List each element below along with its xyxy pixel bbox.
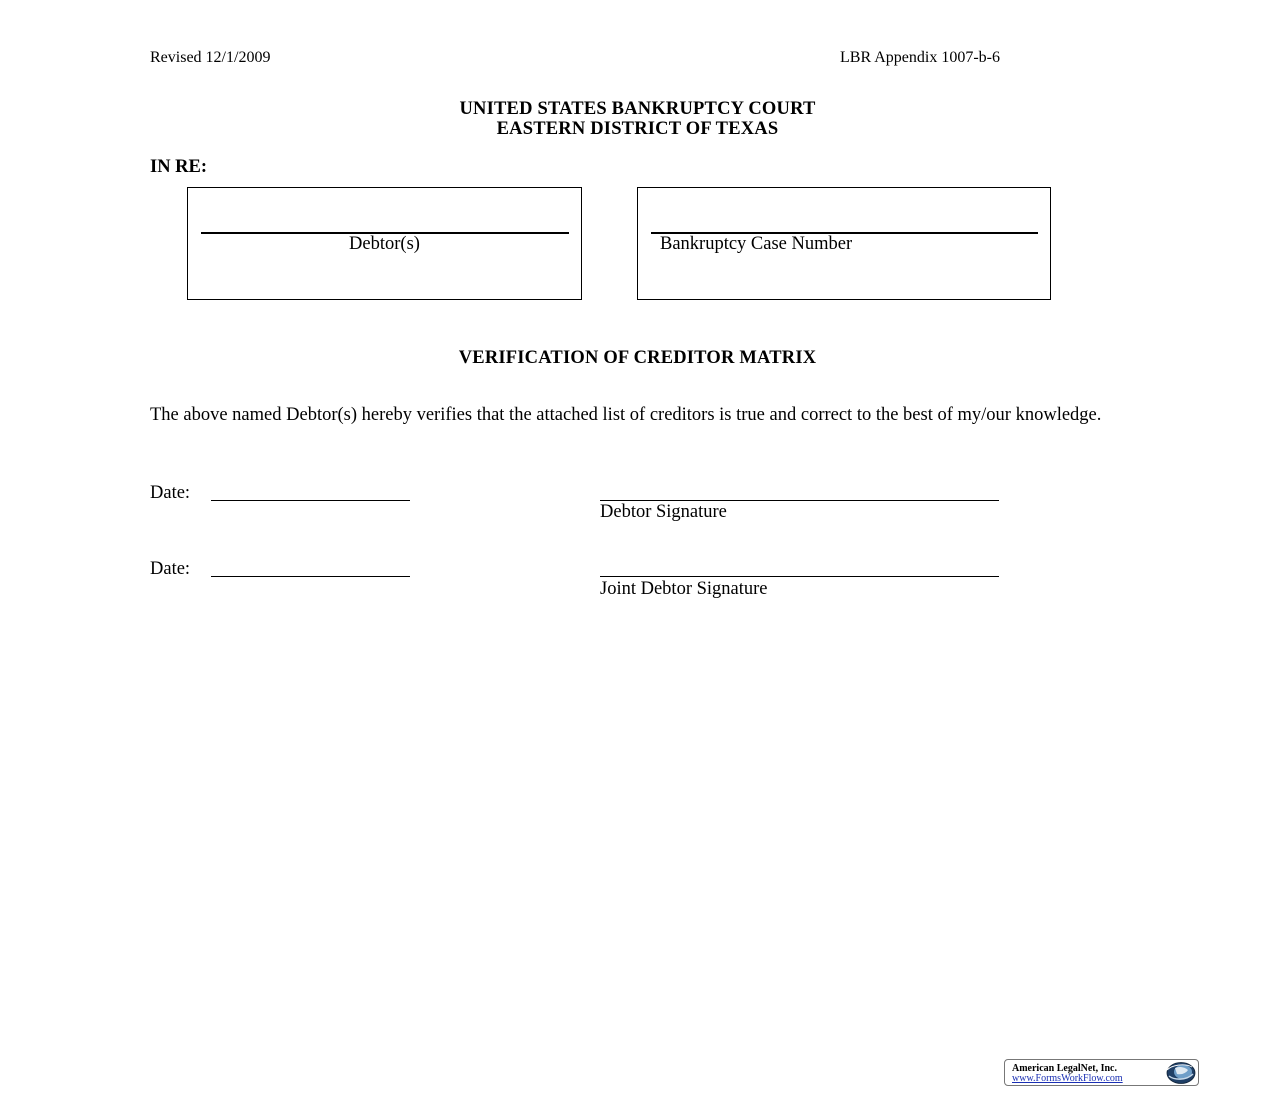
court-name: UNITED STATES BANKRUPTCY COURT bbox=[459, 99, 816, 119]
globe-icon bbox=[1162, 1061, 1196, 1085]
joint-debtor-signature-field[interactable] bbox=[600, 576, 999, 577]
debtor-signature-field[interactable] bbox=[600, 500, 999, 501]
in-re-label: IN RE: bbox=[150, 157, 208, 177]
verification-statement: The above named Debtor(s) hereby verifies that the attached list of creditors is true and correct to the best of my/our knowledge. bbox=[150, 405, 1102, 425]
case-number-box bbox=[637, 187, 1051, 300]
appendix-reference: LBR Appendix 1007-b-6 bbox=[840, 49, 1000, 66]
debtor-signature-label: Debtor Signature bbox=[600, 502, 727, 522]
debtor-label: Debtor(s) bbox=[349, 234, 420, 254]
publisher-name: American LegalNet, Inc. bbox=[1012, 1063, 1117, 1074]
date-label: Date: bbox=[150, 483, 191, 503]
joint-date-label: Date: bbox=[150, 559, 191, 579]
court-district: EASTERN DISTRICT OF TEXAS bbox=[496, 119, 779, 139]
publisher-link[interactable]: www.FormsWorkFlow.com bbox=[1012, 1073, 1123, 1084]
revised-date: Revised 12/1/2009 bbox=[150, 49, 271, 66]
case-number-label: Bankruptcy Case Number bbox=[660, 234, 853, 254]
document-title: VERIFICATION OF CREDITOR MATRIX bbox=[458, 348, 817, 368]
debtor-box bbox=[187, 187, 582, 300]
joint-debtor-signature-label: Joint Debtor Signature bbox=[600, 579, 768, 599]
date-field[interactable] bbox=[211, 500, 410, 501]
publisher-badge[interactable] bbox=[1004, 1059, 1199, 1086]
joint-date-field[interactable] bbox=[211, 576, 410, 577]
